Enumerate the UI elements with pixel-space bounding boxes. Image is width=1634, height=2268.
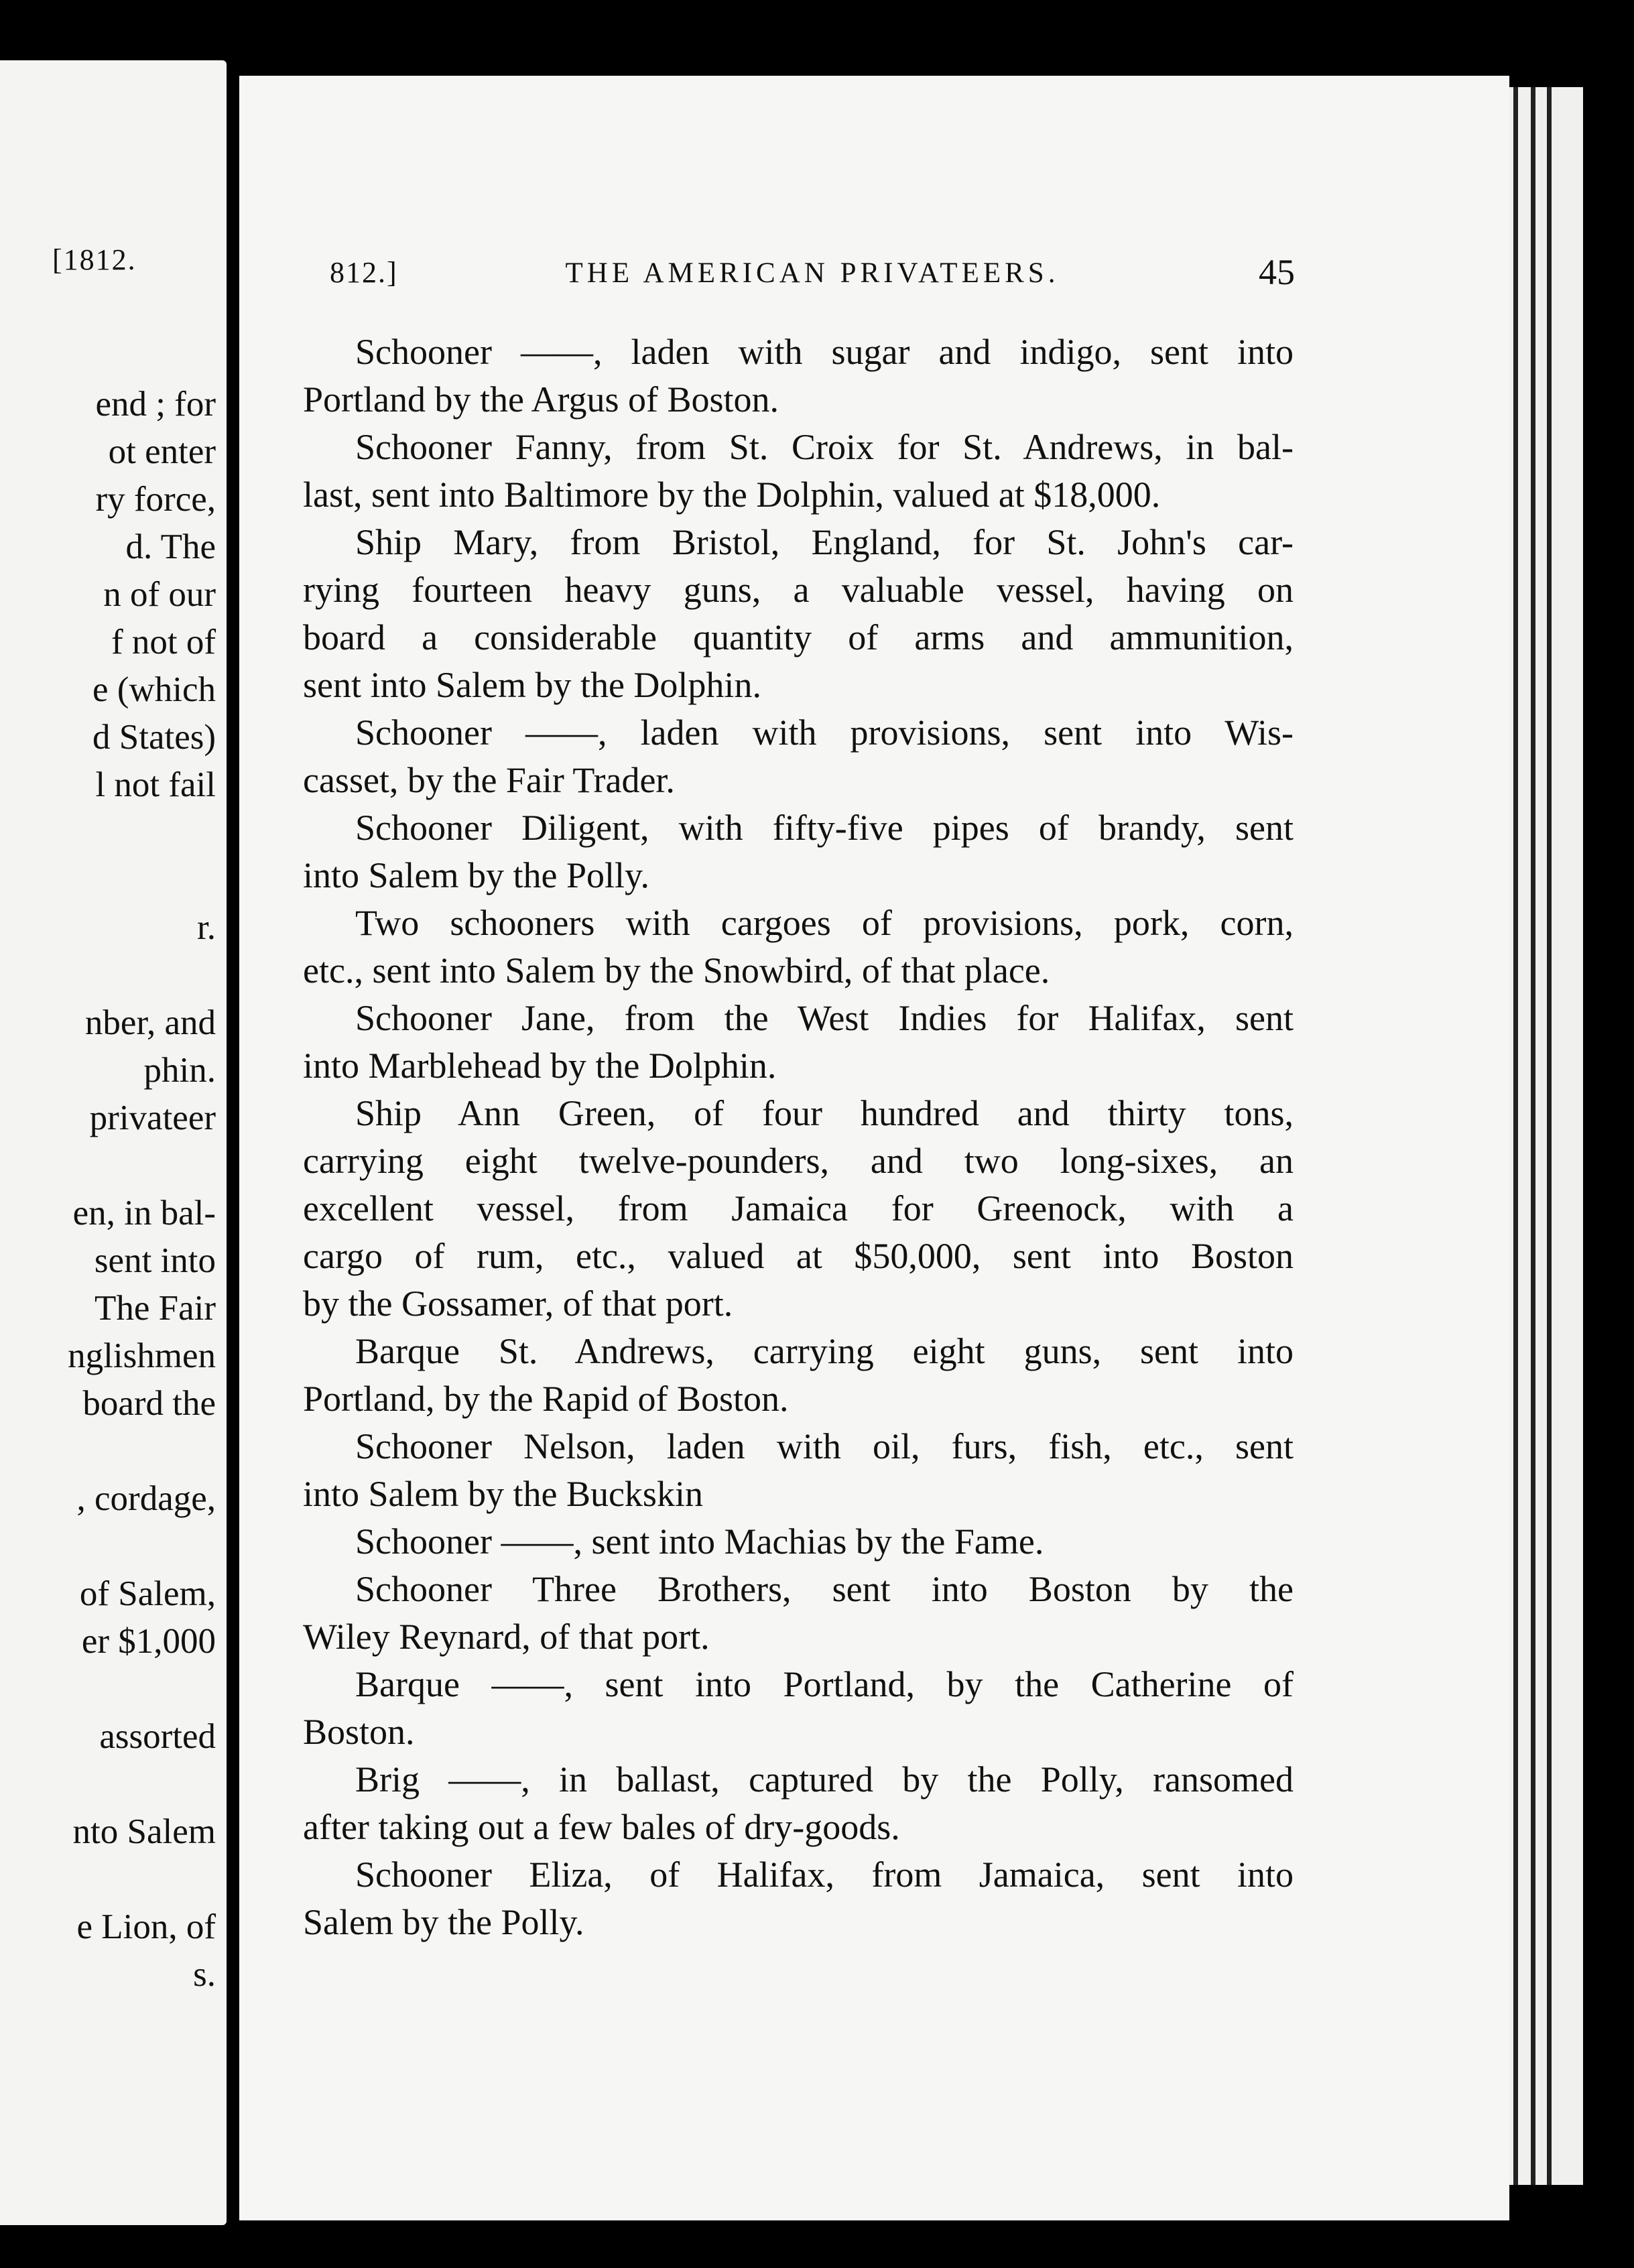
previous-page-line: f not of: [111, 623, 216, 662]
previous-page-line: ot enter: [108, 432, 216, 471]
page-edge-line: [1513, 87, 1518, 2185]
capture-entry: [303, 899, 1294, 995]
previous-page-line: of Salem,: [79, 1574, 216, 1613]
capture-entry: [303, 328, 1294, 424]
text-line: Schooner Nelson, laden with oil, furs, fish, etc., sent: [355, 1426, 1294, 1466]
previous-page-line: phin.: [143, 1051, 216, 1090]
previous-page-line: d States): [92, 718, 216, 757]
previous-page-line: e (which: [92, 670, 216, 709]
text-line: Two schooners with cargoes of provisions, pork, corn,: [355, 903, 1294, 943]
previous-page-line: nber, and: [84, 1003, 216, 1042]
capture-entry: [303, 804, 1294, 899]
previous-page-line: sent into: [94, 1241, 216, 1280]
previous-page-line: nto Salem: [72, 1812, 216, 1851]
capture-entry: [303, 1518, 1294, 1566]
text-line: etc., sent into Salem by the Snowbird, of that place.: [303, 950, 1050, 991]
text-line: Portland, by the Rapid of Boston.: [303, 1379, 789, 1419]
text-line: Barque St. Andrews, carrying eight guns, sent into: [355, 1331, 1294, 1371]
body-text: [303, 328, 1294, 1946]
text-line: Schooner Diligent, with fifty-five pipes of brandy, sent: [355, 808, 1294, 848]
previous-page-line: [68, 809, 216, 857]
previous-page-line: r.: [197, 908, 216, 947]
previous-page-line: [68, 1665, 216, 1713]
capture-entry: [303, 1090, 1294, 1328]
text-line: casset, by the Fair Trader.: [303, 760, 675, 800]
page-edge-line: [1547, 87, 1552, 2185]
previous-page-line: assorted: [99, 1717, 216, 1756]
text-line: carrying eight twelve-pounders, and two long-sixes, an: [303, 1141, 1294, 1181]
capture-entry: [303, 1566, 1294, 1661]
capture-entry: [303, 424, 1294, 519]
capture-entry: [303, 995, 1294, 1090]
previous-page-line: [68, 1761, 216, 1808]
capture-entry: [303, 1423, 1294, 1518]
text-line: into Salem by the Polly.: [303, 855, 649, 895]
text-line: into Salem by the Buckskin: [303, 1474, 703, 1514]
text-line: into Marblehead by the Dolphin.: [303, 1046, 777, 1086]
text-line: Schooner Fanny, from St. Croix for St. Andrews, in bal-: [355, 427, 1294, 467]
text-line: rying fourteen heavy guns, a valuable vessel, having on: [303, 570, 1294, 610]
previous-page-line: e Lion, of: [76, 1907, 216, 1946]
previous-page-line: l not fail: [95, 765, 216, 804]
text-line: board a considerable quantity of arms and ammunition,: [303, 617, 1294, 657]
running-header: [330, 251, 1295, 298]
page-number: 45: [1259, 252, 1295, 292]
previous-page-line: [68, 1523, 216, 1570]
previous-page-line: [68, 1142, 216, 1190]
previous-page-line: [68, 1856, 216, 1903]
previous-page-line: d. The: [125, 527, 216, 566]
text-line: Schooner Three Brothers, sent into Boston by the: [355, 1569, 1294, 1609]
previous-page-line: n of our: [103, 575, 216, 614]
text-line: Schooner ——, laden with provisions, sent into Wis-: [355, 712, 1294, 753]
text-line: excellent vessel, from Jamaica for Greenock, with a: [303, 1188, 1294, 1228]
text-line: by the Gossamer, of that port.: [303, 1283, 733, 1324]
capture-entry: [303, 1661, 1294, 1756]
previous-page-text: [68, 381, 216, 1999]
text-line: Portland by the Argus of Boston.: [303, 379, 779, 420]
header-year: 812.]: [330, 256, 398, 289]
text-line: Ship Ann Green, of four hundred and thirty tons,: [355, 1093, 1294, 1133]
previous-page-line: privateer: [89, 1098, 216, 1137]
running-title: THE AMERICAN PRIVATEERS.: [565, 257, 1060, 289]
text-line: Ship Mary, from Bristol, England, for St. John's car-: [355, 522, 1294, 562]
text-line: Brig ——, in ballast, captured by the Polly, ransomed: [355, 1759, 1294, 1800]
previous-page-line: [68, 952, 216, 999]
text-line: Schooner Jane, from the West Indies for Halifax, sent: [355, 998, 1294, 1038]
capture-entry: [303, 519, 1294, 709]
page-edge: [1509, 87, 1583, 2185]
text-line: Boston.: [303, 1712, 415, 1752]
text-line: Barque ——, sent into Portland, by the Catherine of: [355, 1664, 1294, 1704]
previous-page-line: en, in bal-: [72, 1194, 216, 1233]
capture-entry: [303, 1756, 1294, 1851]
text-line: last, sent into Baltimore by the Dolphin, valued at $18,000.: [303, 475, 1161, 515]
previous-page: [0, 60, 227, 2225]
capture-entry: [303, 1328, 1294, 1423]
text-line: sent into Salem by the Dolphin.: [303, 665, 761, 705]
previous-page-line: [68, 857, 216, 904]
page-edge-line: [1531, 87, 1535, 2185]
text-line: after taking out a few bales of dry-goods.: [303, 1807, 900, 1847]
previous-page-line: s.: [193, 1955, 216, 1994]
previous-page-line: The Fair: [94, 1289, 216, 1328]
previous-page-line: er $1,000: [81, 1622, 216, 1661]
previous-page-line: [68, 1428, 216, 1475]
capture-entry: [303, 1851, 1294, 1946]
previous-page-line: ry force,: [95, 480, 216, 519]
text-line: cargo of rum, etc., valued at $50,000, sent into Boston: [303, 1236, 1294, 1276]
text-line: Salem by the Polly.: [303, 1902, 584, 1942]
text-line: Schooner Eliza, of Halifax, from Jamaica, sent into: [355, 1854, 1294, 1895]
text-line: Schooner ——, laden with sugar and indigo, sent into: [355, 332, 1294, 372]
previous-page-line: nglishmen: [68, 1336, 216, 1375]
previous-page-line: , cordage,: [76, 1479, 216, 1518]
previous-page-line: board the: [82, 1384, 216, 1423]
text-line: Schooner ——, sent into Machias by the Fame.: [355, 1521, 1044, 1562]
capture-entry: [303, 709, 1294, 804]
previous-page-line: end ; for: [95, 385, 216, 424]
previous-page-header: [1812.: [52, 243, 137, 276]
text-line: Wiley Reynard, of that port.: [303, 1617, 710, 1657]
